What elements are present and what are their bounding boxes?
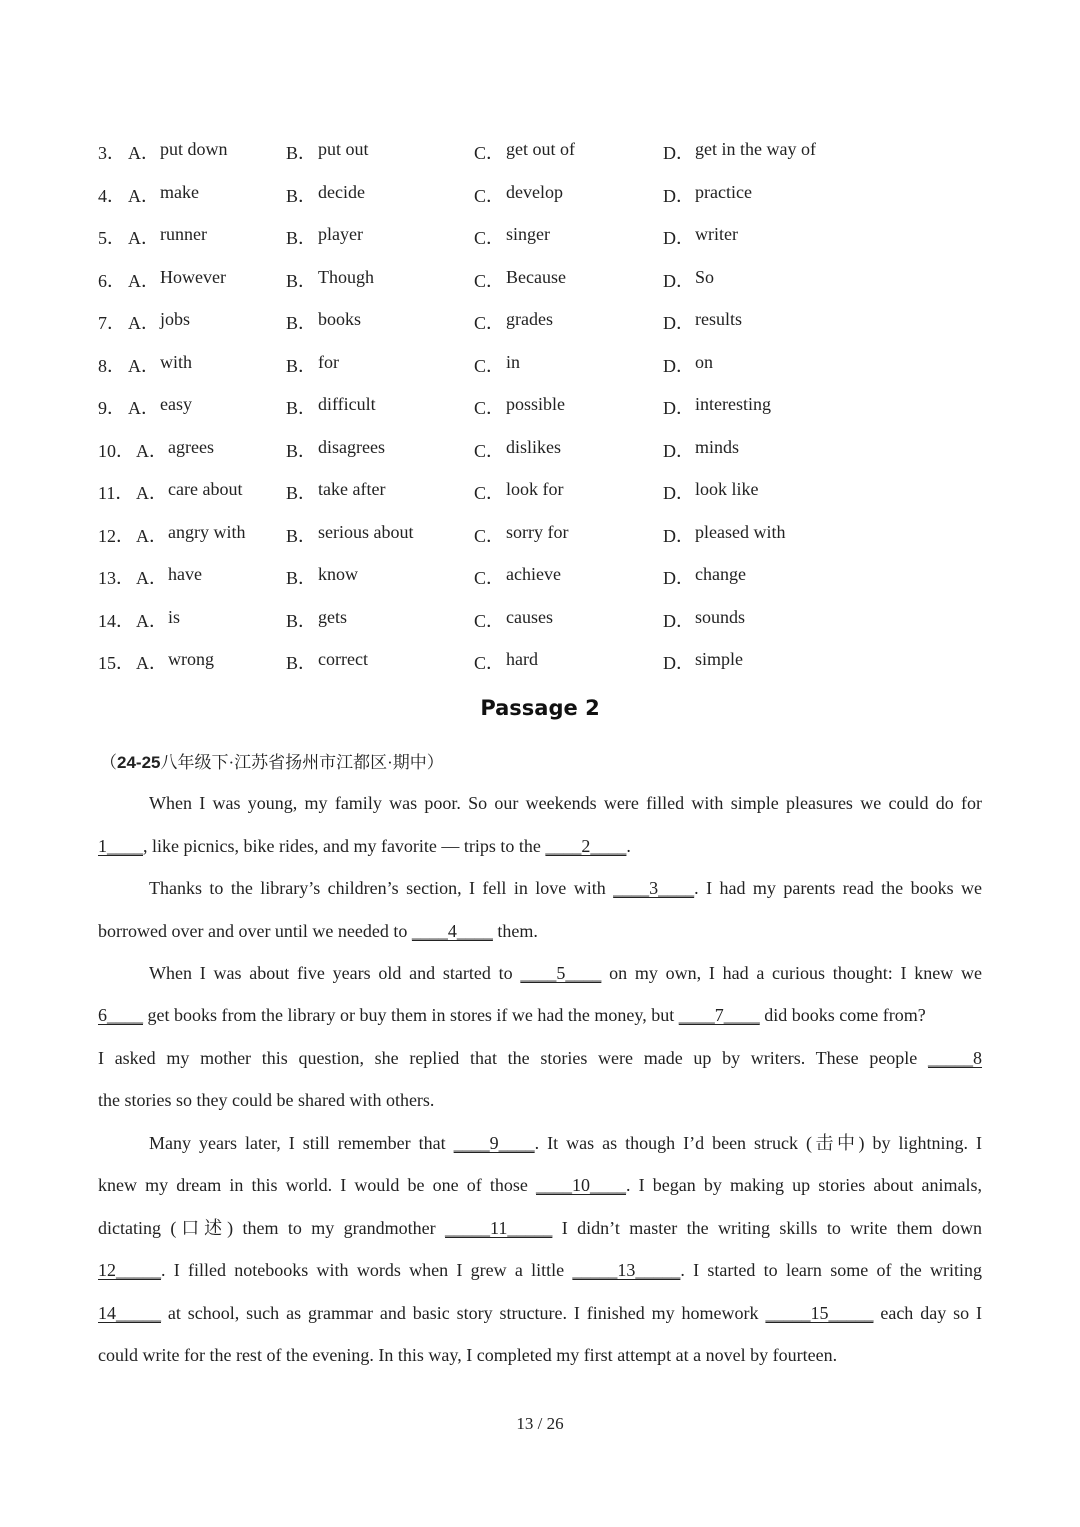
option-text: take after	[318, 479, 386, 500]
option-a[interactable]	[128, 139, 286, 165]
option-row	[98, 131, 998, 174]
option-text: angry with	[168, 521, 246, 542]
question-number: 6．	[98, 270, 125, 291]
option-text: writer	[695, 224, 738, 245]
passage-line: Many years later, I still remember that ____9____. It was as though I’d been struck (击中) by lightning. I	[149, 1133, 982, 1153]
option-row	[98, 429, 998, 472]
option-d[interactable]	[663, 564, 883, 590]
option-text: possible	[506, 394, 566, 415]
option-b[interactable]	[286, 224, 474, 250]
option-b[interactable]	[286, 139, 474, 165]
option-text: decide	[318, 181, 365, 202]
passage-line: When I was young, my family was poor. So our weekends were filled with simple pleasures we could do for	[149, 793, 982, 813]
passage-title: Passage 2	[480, 696, 600, 720]
option-d[interactable]	[663, 352, 883, 378]
option-c[interactable]	[474, 224, 663, 250]
passage-line: 14_____ at school, such as grammar and basic story structure. I finished my homework _____15_____ each day so I	[98, 1303, 982, 1323]
option-a[interactable]	[128, 267, 286, 293]
option-letter: C．	[474, 270, 505, 291]
question-number: 8．	[98, 355, 125, 376]
option-c[interactable]	[474, 352, 663, 378]
option-text: interesting	[695, 394, 771, 415]
option-d[interactable]	[663, 309, 883, 335]
blank-7[interactable]: ____7____	[678, 1005, 760, 1025]
option-c[interactable]	[474, 607, 663, 633]
blank-14[interactable]: 14_____	[98, 1303, 161, 1323]
option-b[interactable]	[286, 182, 474, 208]
option-text: sorry for	[506, 521, 569, 542]
option-letter: A．	[128, 228, 159, 249]
option-text: wrong	[168, 649, 214, 670]
passage-line: dictating (口述) them to my grandmother _____11_____ I didn’t master the writing skills to write them down	[98, 1218, 982, 1238]
option-a[interactable]	[136, 607, 286, 633]
option-letter: D．	[663, 483, 694, 504]
option-text: singer	[506, 224, 550, 245]
option-letter: B．	[286, 143, 317, 164]
option-a[interactable]	[136, 649, 286, 675]
blank-4[interactable]: ____4____	[411, 921, 493, 941]
option-text: Because	[506, 266, 566, 287]
option-letter: C．	[474, 525, 505, 546]
blank-5[interactable]: ____5____	[520, 963, 602, 983]
option-c[interactable]	[474, 649, 663, 675]
page-number: 13 / 26	[516, 1414, 564, 1433]
option-letter: D．	[663, 653, 694, 674]
option-letter: D．	[663, 398, 694, 419]
option-letter: A．	[136, 483, 167, 504]
passage-line: 1____, like picnics, bike rides, and my favorite — trips to the ____2____.	[98, 836, 631, 856]
option-row	[98, 471, 998, 514]
option-letter: C．	[474, 483, 505, 504]
option-text: minds	[695, 436, 740, 457]
option-text: put out	[318, 139, 369, 160]
option-c[interactable]	[474, 182, 663, 208]
option-row	[98, 174, 998, 217]
option-text: gets	[318, 606, 347, 627]
option-letter: B．	[286, 398, 317, 419]
option-c[interactable]	[474, 267, 663, 293]
option-b[interactable]	[286, 564, 474, 590]
option-letter: B．	[286, 185, 317, 206]
option-letter: D．	[663, 270, 694, 291]
option-b[interactable]	[286, 437, 474, 463]
option-letter: C．	[474, 313, 505, 334]
blank-9[interactable]: ____9____	[453, 1133, 535, 1153]
question-number: 3．	[98, 143, 125, 164]
option-text: serious about	[318, 521, 414, 542]
option-text: agrees	[168, 436, 214, 457]
option-letter: A．	[136, 568, 167, 589]
option-letter: B．	[286, 313, 317, 334]
blank-6[interactable]: 6____	[98, 1005, 143, 1025]
option-a[interactable]	[128, 309, 286, 335]
blank-8[interactable]: _____8	[928, 1048, 983, 1068]
option-row	[98, 216, 998, 259]
option-row	[98, 344, 998, 387]
option-text: easy	[160, 394, 192, 415]
option-text: is	[168, 606, 181, 627]
option-row	[98, 641, 998, 684]
option-letter: B．	[286, 483, 317, 504]
option-d[interactable]	[663, 394, 883, 420]
option-c[interactable]	[474, 309, 663, 335]
option-text: change	[695, 564, 746, 585]
option-text: hard	[506, 649, 538, 670]
option-letter: D．	[663, 313, 694, 334]
option-letter: D．	[663, 525, 694, 546]
option-letter: A．	[136, 610, 167, 631]
option-d[interactable]	[663, 224, 883, 250]
option-letter: D．	[663, 440, 694, 461]
option-b[interactable]	[286, 479, 474, 505]
passage-line: could write for the rest of the evening. In this way, I completed my first attempt at a novel by fourteen.	[98, 1345, 838, 1365]
option-row	[98, 301, 998, 344]
option-letter: C．	[474, 653, 505, 674]
option-text: player	[318, 224, 363, 245]
passage-line: 12_____. I filled notebooks with words when I grew a little _____13_____. I started to learn some of the writing	[98, 1260, 982, 1280]
option-text: have	[168, 564, 202, 585]
passage-line: When I was about five years old and started to ____5____ on my own, I had a curious thought: I knew we	[149, 963, 983, 983]
option-text: achieve	[506, 564, 561, 585]
question-number: 14．	[98, 610, 134, 631]
option-letter: D．	[663, 228, 694, 249]
blank-10[interactable]: ____10____	[536, 1175, 627, 1195]
passage-line: borrowed over and over until we needed to ____4____ them.	[98, 921, 538, 941]
question-number: 4．	[98, 185, 125, 206]
option-d[interactable]	[663, 522, 883, 548]
option-text: Though	[318, 266, 374, 287]
option-letter: A．	[128, 398, 159, 419]
option-c[interactable]	[474, 564, 663, 590]
option-text: develop	[506, 181, 563, 202]
option-text: look like	[695, 479, 759, 500]
option-text: get in the way of	[695, 139, 816, 160]
option-letter: D．	[663, 185, 694, 206]
option-d[interactable]	[663, 607, 883, 633]
option-a[interactable]	[128, 394, 286, 420]
option-text: simple	[695, 649, 743, 670]
option-letter: A．	[136, 440, 167, 461]
option-a[interactable]	[128, 224, 286, 250]
option-row	[98, 259, 998, 302]
blank-1[interactable]: 1____	[98, 836, 143, 856]
blank-13[interactable]: _____13_____	[572, 1260, 681, 1280]
answer-options-table	[98, 131, 998, 684]
option-letter: C．	[474, 568, 505, 589]
option-a[interactable]	[136, 522, 286, 548]
question-number: 9．	[98, 398, 125, 419]
option-text: difficult	[318, 394, 376, 415]
option-text: on	[695, 351, 713, 372]
option-letter: C．	[474, 398, 505, 419]
option-c[interactable]	[474, 139, 663, 165]
option-row	[98, 599, 998, 642]
blank-2[interactable]: ____2____	[545, 836, 627, 856]
option-text: However	[160, 266, 226, 287]
option-a[interactable]	[128, 352, 286, 378]
option-c[interactable]	[474, 522, 663, 548]
passage-line: I asked my mother this question, she replied that the stories were made up by writers. These people _____8	[98, 1048, 983, 1068]
passage-line: 6____ get books from the library or buy them in stores if we had the money, but ____7____ did books come from?	[98, 1005, 926, 1025]
option-letter: B．	[286, 653, 317, 674]
question-number: 12．	[98, 525, 134, 546]
option-text: for	[318, 351, 339, 372]
option-letter: B．	[286, 355, 317, 376]
option-d[interactable]	[663, 649, 883, 675]
option-text: pleased with	[695, 521, 786, 542]
passage-line: the stories so they could be shared with others.	[98, 1090, 435, 1110]
option-letter: B．	[286, 568, 317, 589]
option-letter: B．	[286, 270, 317, 291]
option-b[interactable]	[286, 309, 474, 335]
option-text: jobs	[160, 309, 191, 330]
option-b[interactable]	[286, 267, 474, 293]
option-text: care about	[168, 479, 243, 500]
passage-line: knew my dream in this world. I would be one of those ____10____. I began by making up stories about animals,	[98, 1175, 983, 1195]
option-text: make	[160, 181, 199, 202]
question-number: 5．	[98, 228, 125, 249]
blank-3[interactable]: ____3____	[613, 878, 695, 898]
option-b[interactable]	[286, 352, 474, 378]
option-text: put down	[160, 139, 228, 160]
option-b[interactable]	[286, 649, 474, 675]
passage-source: （24-25八年级下·江苏省扬州市江都区·期中）	[100, 753, 444, 772]
blank-11[interactable]: _____11_____	[445, 1218, 553, 1238]
option-letter: D．	[663, 355, 694, 376]
question-number: 15．	[98, 653, 134, 674]
option-d[interactable]	[663, 437, 883, 463]
question-number: 13．	[98, 568, 134, 589]
option-letter: B．	[286, 610, 317, 631]
option-letter: A．	[128, 270, 159, 291]
option-text: practice	[695, 181, 752, 202]
question-number: 10．	[98, 440, 134, 461]
option-b[interactable]	[286, 607, 474, 633]
option-letter: D．	[663, 568, 694, 589]
option-text: causes	[506, 606, 553, 627]
option-letter: A．	[128, 143, 159, 164]
option-letter: A．	[128, 313, 159, 334]
option-text: sounds	[695, 606, 746, 627]
option-text: runner	[160, 224, 207, 245]
option-letter: A．	[128, 185, 159, 206]
option-text: know	[318, 564, 358, 585]
option-row	[98, 514, 998, 557]
option-d[interactable]	[663, 267, 883, 293]
option-row	[98, 556, 998, 599]
option-c[interactable]	[474, 394, 663, 420]
option-text: get out of	[506, 139, 575, 160]
option-d[interactable]	[663, 139, 883, 165]
option-letter: D．	[663, 143, 694, 164]
option-letter: D．	[663, 610, 694, 631]
question-number: 7．	[98, 313, 125, 334]
option-letter: A．	[128, 355, 159, 376]
option-letter: C．	[474, 610, 505, 631]
option-letter: B．	[286, 525, 317, 546]
option-text: So	[695, 266, 715, 287]
option-text: in	[506, 351, 521, 372]
option-d[interactable]	[663, 479, 883, 505]
option-text: correct	[318, 649, 368, 670]
option-text: disagrees	[318, 436, 385, 457]
option-letter: A．	[136, 525, 167, 546]
option-c[interactable]	[474, 479, 663, 505]
blank-12[interactable]: 12_____	[98, 1260, 161, 1280]
option-row	[98, 386, 998, 429]
option-a[interactable]	[136, 564, 286, 590]
option-c[interactable]	[474, 437, 663, 463]
option-text: with	[160, 351, 193, 372]
option-a[interactable]	[136, 437, 286, 463]
option-text: grades	[506, 309, 553, 330]
option-text: dislikes	[506, 436, 562, 457]
option-b[interactable]	[286, 522, 474, 548]
option-letter: C．	[474, 185, 505, 206]
option-text: results	[695, 309, 742, 330]
option-d[interactable]	[663, 182, 883, 208]
option-a[interactable]	[136, 479, 286, 505]
option-letter: C．	[474, 355, 505, 376]
option-text: books	[318, 309, 362, 330]
option-letter: C．	[474, 440, 505, 461]
option-text: look for	[506, 479, 564, 500]
passage-line: Thanks to the library’s children’s section, I fell in love with ____3____. I had my parents read the books we	[149, 878, 983, 898]
question-number: 11．	[98, 483, 134, 504]
option-letter: A．	[136, 653, 167, 674]
option-b[interactable]	[286, 394, 474, 420]
option-a[interactable]	[128, 182, 286, 208]
option-letter: C．	[474, 228, 505, 249]
option-letter: C．	[474, 143, 505, 164]
option-letter: B．	[286, 228, 317, 249]
option-letter: B．	[286, 440, 317, 461]
blank-15[interactable]: _____15_____	[765, 1303, 874, 1323]
